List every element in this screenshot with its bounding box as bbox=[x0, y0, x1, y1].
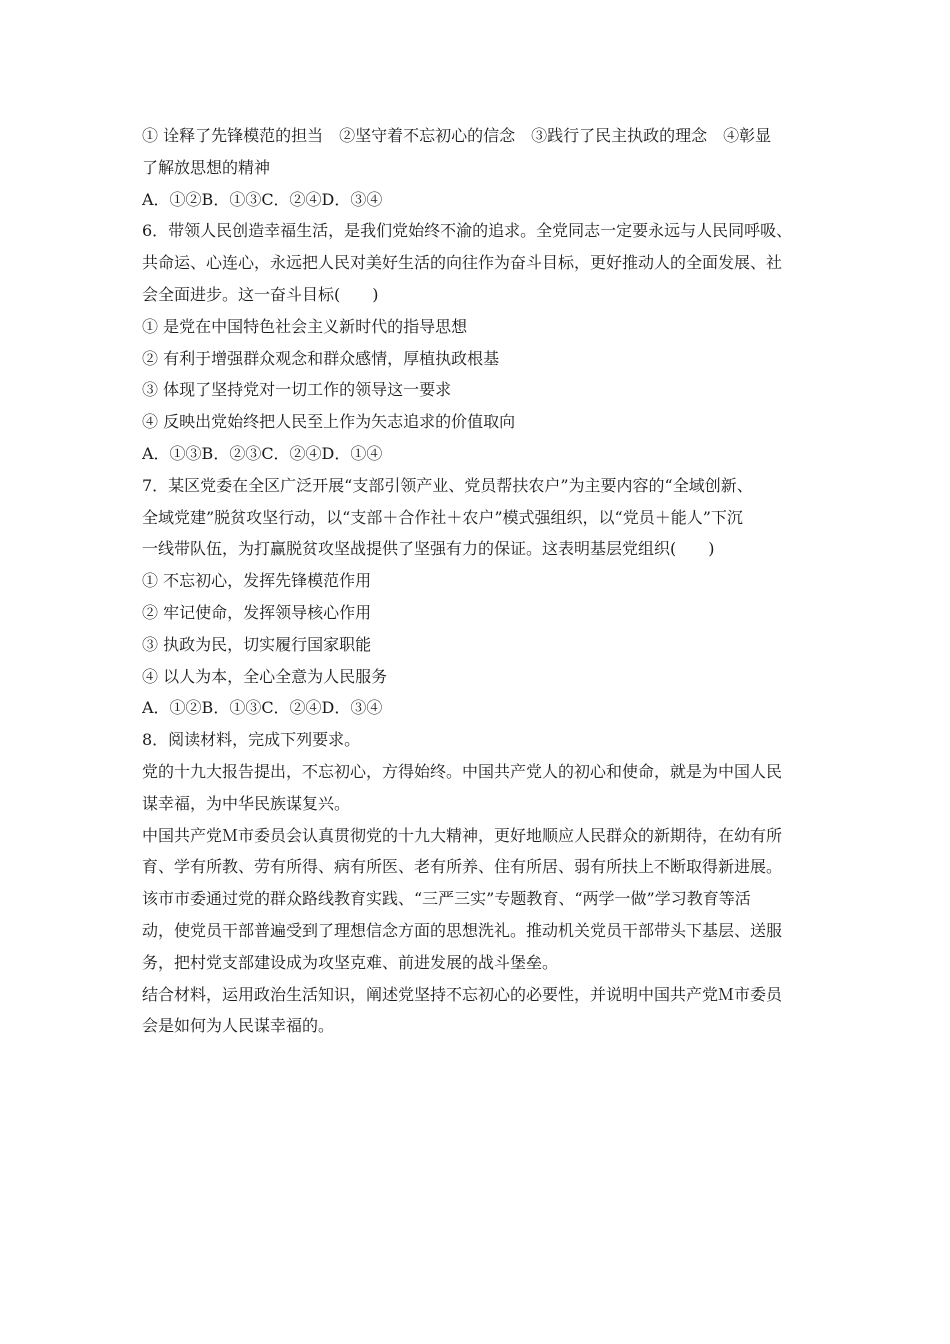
statement-item: ② 牢记使命，发挥领导核心作用 bbox=[142, 602, 372, 622]
answer-options: A．①②B．①③C．②④D．③④ bbox=[142, 189, 383, 209]
text-line: 务，把村党支部建设成为攻坚克难、前进发展的战斗堡垒。 bbox=[142, 952, 559, 972]
statement-item: ④ 反映出党始终把人民至上作为矢志追求的价值取向 bbox=[142, 412, 516, 432]
text-line: ① 诠释了先锋模范的担当 ②坚守着不忘初心的信念 ③践行了民主执政的理念 ④彰显 bbox=[142, 126, 772, 145]
text-line: 该市市委通过党的群众路线教育实践、“三严三实”专题教育、“两学一做”学习教育等活 bbox=[142, 889, 751, 909]
answer-options: A．①③B．②③C．②④D．①④ bbox=[142, 443, 383, 463]
answer-options: A．①②B．①③C．②④D．③④ bbox=[142, 698, 383, 718]
text-line: 育、学有所教、劳有所得、病有所医、老有所养、住有所居、弱有所扶上不断取得新进展。 bbox=[142, 857, 783, 877]
question-prompt: 结合材料，运用政治生活知识，阐述党坚持不忘初心的必要性，并说明中国共产党Ｍ市委员 bbox=[142, 984, 783, 1004]
text-line: 谋幸福，为中华民族谋复兴。 bbox=[142, 793, 351, 813]
text-line: 了解放思想的精神 bbox=[142, 157, 271, 177]
question-8-stem: 8．阅读材料，完成下列要求。 bbox=[142, 730, 361, 750]
text-line: 会全面进步。这一奋斗目标( ) bbox=[142, 284, 379, 304]
material-paragraph: 党的十九大报告提出，不忘初心，方得始终。中国共产党人的初心和使命，就是为中国人民 bbox=[142, 761, 783, 781]
statement-item: ④ 以人为本，全心全意为人民服务 bbox=[142, 666, 388, 686]
text-line: 全域党建”脱贫攻坚行动，以“支部＋合作社＋农户”模式强组织，以“党员＋能人”下沉 bbox=[142, 507, 743, 527]
material-paragraph: 中国共产党Ｍ市委员会认真贯彻党的十九大精神，更好地顺应人民群众的新期待，在幼有所 bbox=[142, 825, 783, 845]
statement-item: ③ 体现了坚持党对一切工作的领导这一要求 bbox=[142, 380, 452, 400]
text-line: 动，使党员干部普遍受到了理想信念方面的思想洗礼。推动机关党员干部带头下基层、送服 bbox=[142, 920, 783, 940]
document-page bbox=[142, 120, 822, 1042]
text-line: 会是如何为人民谋幸福的。 bbox=[142, 1016, 335, 1036]
statement-item: ③ 执政为民，切实履行国家职能 bbox=[142, 634, 372, 654]
text-line: 一线带队伍，为打赢脱贫攻坚战提供了坚强有力的保证。这表明基层党组织( ) bbox=[142, 539, 715, 559]
question-6-stem: 6．带领人民创造幸福生活，是我们党始终不渝的追求。全党同志一定要永远与人民同呼吸、 bbox=[142, 221, 793, 241]
statement-item: ① 是党在中国特色社会主义新时代的指导思想 bbox=[142, 316, 468, 336]
statement-item: ② 有利于增强群众观念和群众感情，厚植执政根基 bbox=[142, 348, 500, 368]
question-7-stem: 7．某区党委在全区广泛开展“支部引领产业、党员帮扶农户”为主要内容的“全域创新、 bbox=[142, 475, 753, 495]
text-line: 共命运、心连心，永远把人民对美好生活的向往作为奋斗目标，更好推动人的全面发展、社 bbox=[142, 253, 783, 273]
statement-item: ① 不忘初心，发挥先锋模范作用 bbox=[142, 571, 372, 591]
